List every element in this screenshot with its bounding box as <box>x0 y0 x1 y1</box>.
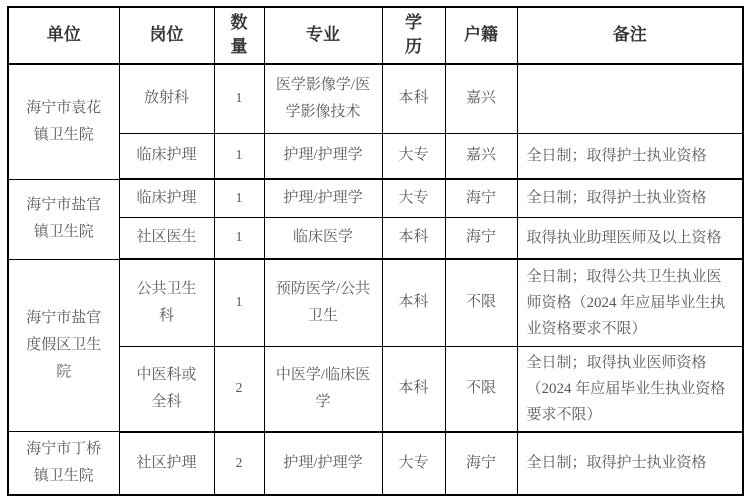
cell-residence: 海宁 <box>445 217 517 259</box>
header-row <box>8 7 743 64</box>
cell-education: 大专 <box>382 133 445 179</box>
cell-residence: 海宁 <box>445 179 517 217</box>
table-row <box>8 259 743 346</box>
cell-remarks: 全日制；取得护士执业资格 <box>517 179 743 217</box>
cell-count: 1 <box>214 133 264 179</box>
table-row <box>8 64 743 133</box>
cell-unit: 海宁市盐官镇卫生院 <box>8 179 119 259</box>
header-residence: 户籍 <box>445 7 517 64</box>
cell-count: 1 <box>214 259 264 346</box>
cell-major: 护理/护理学 <box>264 133 382 179</box>
cell-education: 大专 <box>382 432 445 495</box>
cell-remarks: 取得执业助理医师及以上资格 <box>517 217 743 259</box>
recruitment-table <box>7 6 744 496</box>
cell-count: 1 <box>214 179 264 217</box>
table-row <box>8 179 743 217</box>
cell-position: 临床护理 <box>119 179 214 217</box>
header-position: 岗位 <box>119 7 214 64</box>
header-education-label: 学历 <box>405 13 422 57</box>
header-count <box>214 7 264 64</box>
cell-position: 社区护理 <box>119 432 214 495</box>
cell-remarks: 全日制；取得护士执业资格 <box>517 432 743 495</box>
cell-residence: 嘉兴 <box>445 64 517 133</box>
cell-count: 2 <box>214 432 264 495</box>
header-remarks: 备注 <box>517 7 743 64</box>
cell-residence: 嘉兴 <box>445 133 517 179</box>
header-major: 专业 <box>264 7 382 64</box>
cell-count: 1 <box>214 217 264 259</box>
header-education <box>382 7 445 64</box>
cell-unit: 海宁市盐官度假区卫生院 <box>8 259 119 432</box>
cell-remarks: 全日制；取得执业医师资格（2024 年应届毕业生执业资格要求不限） <box>517 346 743 432</box>
cell-education: 本科 <box>382 346 445 432</box>
cell-major: 护理/护理学 <box>264 432 382 495</box>
cell-position: 放射科 <box>119 64 214 133</box>
table-row <box>8 432 743 495</box>
table-row <box>8 346 743 432</box>
cell-major: 临床医学 <box>264 217 382 259</box>
cell-education: 本科 <box>382 64 445 133</box>
header-count-label: 数量 <box>230 13 248 57</box>
cell-major: 护理/护理学 <box>264 179 382 217</box>
cell-remarks: 全日制；取得公共卫生执业医师资格（2024 年应届毕业生执业资格要求不限） <box>517 259 743 346</box>
cell-residence: 不限 <box>445 346 517 432</box>
table-row <box>8 217 743 259</box>
table-row <box>8 133 743 179</box>
cell-position: 临床护理 <box>119 133 214 179</box>
cell-count: 2 <box>214 346 264 432</box>
cell-major: 中医学/临床医学 <box>264 346 382 432</box>
cell-unit: 海宁市丁桥镇卫生院 <box>8 432 119 495</box>
cell-education: 本科 <box>382 217 445 259</box>
cell-unit: 海宁市袁花镇卫生院 <box>8 64 119 179</box>
cell-major: 医学影像学/医学影像技术 <box>264 64 382 133</box>
cell-remarks <box>517 64 743 133</box>
cell-education: 大专 <box>382 179 445 217</box>
cell-count: 1 <box>214 64 264 133</box>
cell-education: 本科 <box>382 259 445 346</box>
cell-remarks: 全日制；取得护士执业资格 <box>517 133 743 179</box>
header-unit: 单位 <box>8 7 119 64</box>
cell-major: 预防医学/公共卫生 <box>264 259 382 346</box>
cell-position: 公共卫生科 <box>119 259 214 346</box>
cell-position: 中医科或全科 <box>119 346 214 432</box>
cell-residence: 海宁 <box>445 432 517 495</box>
cell-position: 社区医生 <box>119 217 214 259</box>
cell-residence: 不限 <box>445 259 517 346</box>
